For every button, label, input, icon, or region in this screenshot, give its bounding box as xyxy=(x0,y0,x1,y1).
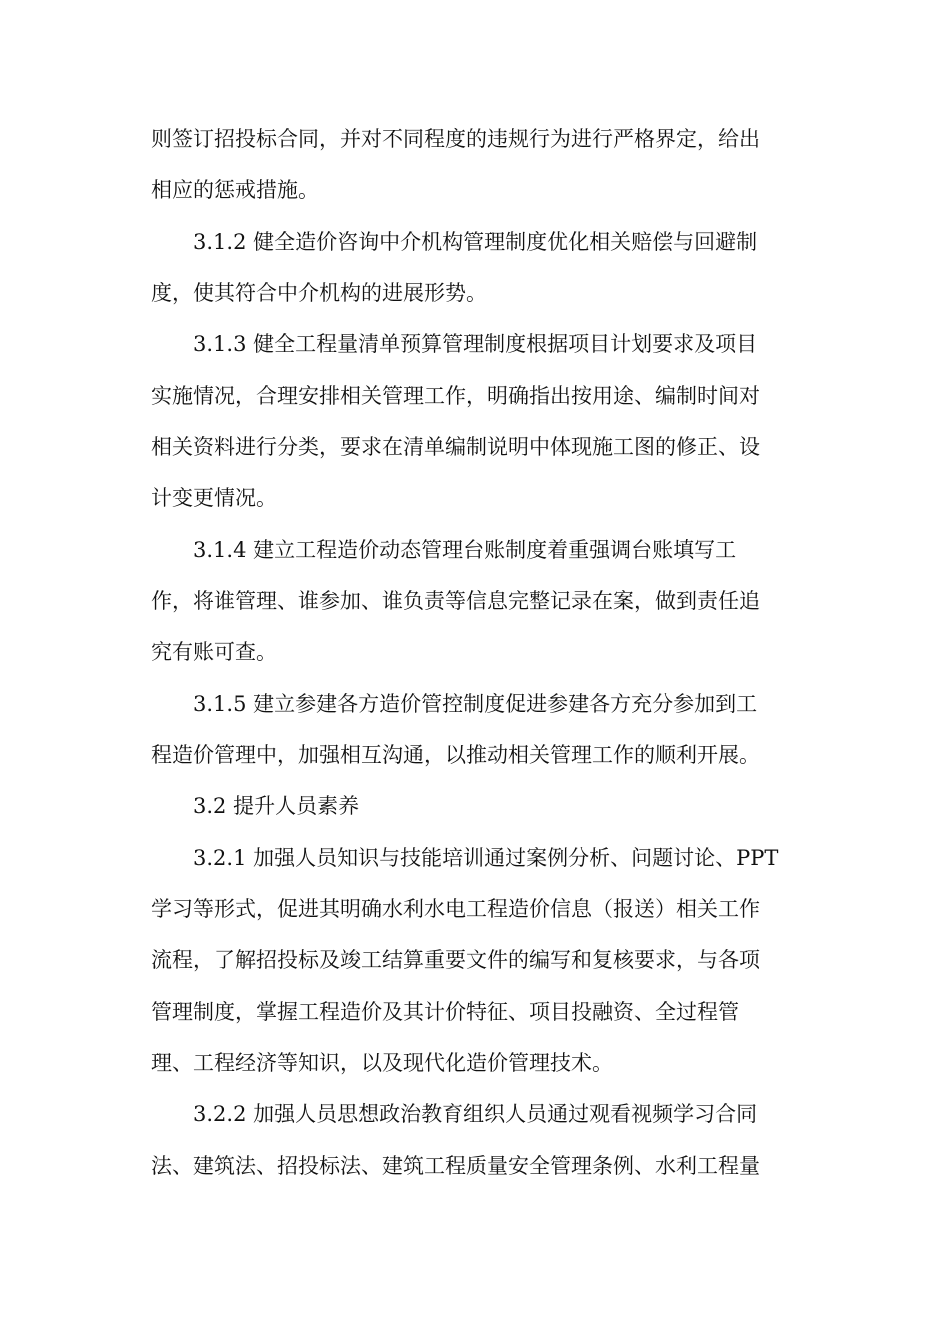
paragraph-line: 理、工程经济等知识，以及现代化造价管理技术。 xyxy=(151,1051,613,1075)
paragraph-line: 程造价管理中，加强相互沟通，以推动相关管理工作的顺利开展。 xyxy=(151,743,760,767)
paragraph-line: 法、建筑法、招投标法、建筑工程质量安全管理条例、水利工程量 xyxy=(151,1154,760,1178)
paragraph-line: 3.1.5 建立参建各方造价管控制度促进参建各方充分参加到工 xyxy=(193,692,758,716)
paragraph-line: 度，使其符合中介机构的进展形势。 xyxy=(151,281,487,305)
paragraph-line: 计变更情况。 xyxy=(151,486,277,510)
paragraph-line: 作，将谁管理、谁参加、谁负责等信息完整记录在案，做到责任追 xyxy=(151,589,760,613)
paragraph-line: 3.2.2 加强人员思想政治教育组织人员通过观看视频学习合同 xyxy=(193,1102,758,1126)
paragraph-line: 3.1.3 健全工程量清单预算管理制度根据项目计划要求及项目 xyxy=(193,332,758,356)
section-heading: 3.2 提升人员素养 xyxy=(193,794,360,818)
paragraph-line: 管理制度，掌握工程造价及其计价特征、项目投融资、全过程管 xyxy=(151,1000,739,1024)
paragraph-line: 则签订招投标合同，并对不同程度的违规行为进行严格界定，给出 xyxy=(151,127,760,151)
paragraph-line: 3.1.2 健全造价咨询中介机构管理制度优化相关赔偿与回避制 xyxy=(193,230,758,254)
paragraph-line: 3.1.4 建立工程造价动态管理台账制度着重强调台账填写工 xyxy=(193,538,737,562)
paragraph-line: 相关资料进行分类，要求在清单编制说明中体现施工图的修正、设 xyxy=(151,435,760,459)
paragraph-line: 流程，了解招投标及竣工结算重要文件的编写和复核要求，与各项 xyxy=(151,948,760,972)
paragraph-line: 究有账可查。 xyxy=(151,640,277,664)
paragraph-line: 实施情况，合理安排相关管理工作，明确指出按用途、编制时间对 xyxy=(151,384,760,408)
paragraph-line: 学习等形式，促进其明确水利水电工程造价信息（报送）相关工作 xyxy=(151,897,760,921)
paragraph-line: 相应的惩戒措施。 xyxy=(151,178,319,202)
paragraph-line: 3.2.1 加强人员知识与技能培训通过案例分析、问题讨论、PPT xyxy=(193,846,779,870)
